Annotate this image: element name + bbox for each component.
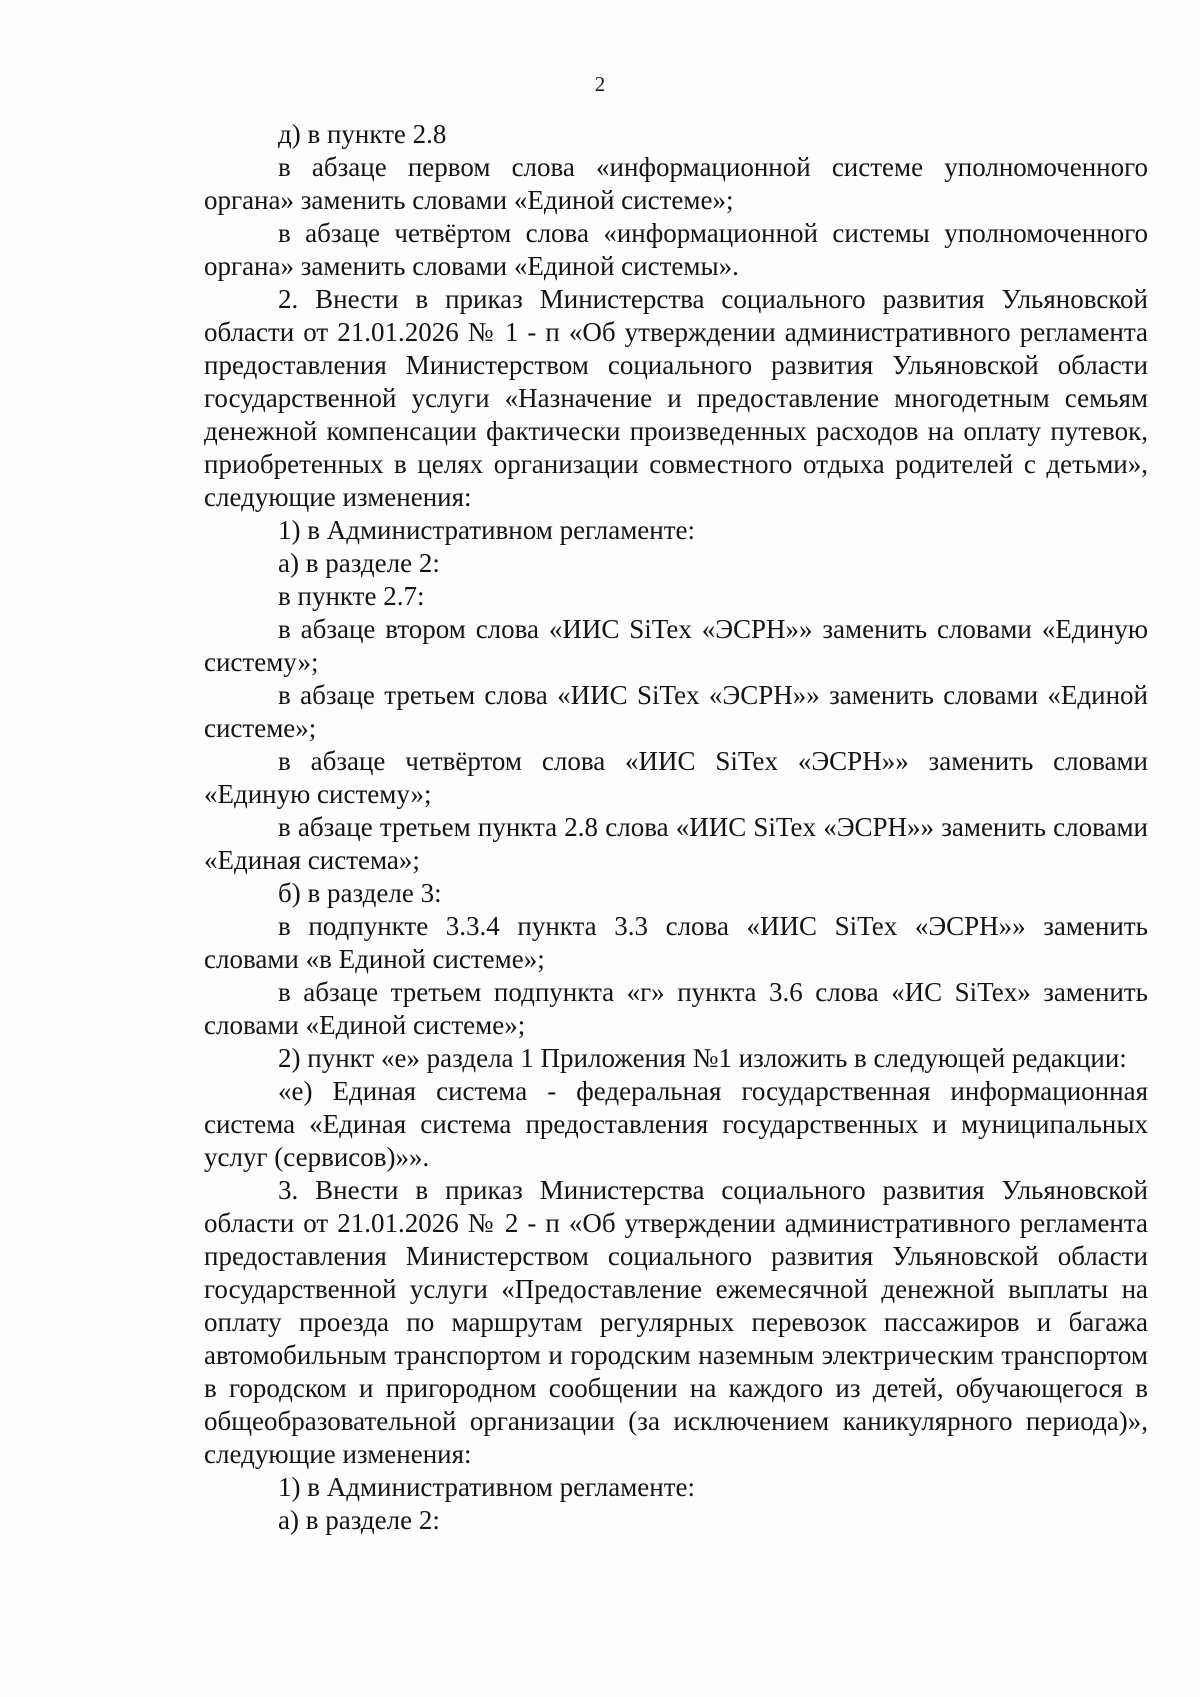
paragraph: а) в разделе 2: bbox=[278, 548, 440, 578]
paragraph: в абзаце четвёртом слова «информационной системы уполномоченного органа» заменить словами «Единой системы». bbox=[204, 218, 1148, 281]
paragraph: 1) в Административном регламенте: bbox=[278, 1472, 696, 1502]
paragraph: в абзаце третьем пункта 2.8 слова «ИИС SiTex «ЭСРН»» заменить словами «Единая система»; bbox=[204, 812, 1148, 875]
paragraph: 1) в Административном регламенте: bbox=[278, 515, 696, 545]
paragraph: 3. Внести в приказ Министерства социального развития Ульяновской области от 21.01.2026 № 2 - п «Об утверждении административного регламента предоставления Министерством социального развития Ульяновской области государственной услуги «Предоставление ежемесячной денежной выплаты на оплату проезда по маршрутам регулярных перевозок пассажиров и багажа автомобильным транспортом и городским наземным электрическим транспортом в городском и пригородном сообщении на каждого из детей, обучающегося в общеобразовательной организации (за исключением каникулярного периода)», следующие изменения: bbox=[204, 1175, 1148, 1469]
paragraph: в абзаце четвёртом слова «ИИС SiTex «ЭСРН»» заменить словами «Единую систему»; bbox=[204, 746, 1148, 809]
document-body bbox=[204, 118, 1148, 1537]
paragraph: в абзаце третьем подпункта «г» пункта 3.6 слова «ИС SiTex» заменить словами «Единой системе»; bbox=[204, 977, 1148, 1040]
paragraph: б) в разделе 3: bbox=[278, 878, 442, 908]
paragraph: в пункте 2.7: bbox=[278, 581, 425, 611]
paragraph: а) в разделе 2: bbox=[278, 1505, 440, 1535]
paragraph: в абзаце первом слова «информационной системе уполномоченного органа» заменить словами «Единой системе»; bbox=[204, 152, 1148, 215]
page-number: 2 bbox=[594, 72, 606, 96]
paragraph: «е) Единая система - федеральная государственная информационная система «Единая система предоставления государственных и муниципальных услуг (сервисов)»». bbox=[204, 1076, 1148, 1172]
paragraph: в подпункте 3.3.4 пункта 3.3 слова «ИИС SiTex «ЭСРН»» заменить словами «в Единой системе»; bbox=[204, 911, 1148, 974]
paragraph: д) в пункте 2.8 bbox=[278, 119, 447, 149]
paragraph: в абзаце третьем слова «ИИС SiTex «ЭСРН»» заменить словами «Единой системе»; bbox=[204, 680, 1148, 743]
paragraph: 2) пункт «е» раздела 1 Приложения №1 изложить в следующей редакции: bbox=[278, 1043, 1127, 1073]
paragraph: 2. Внести в приказ Министерства социального развития Ульяновской области от 21.01.2026 № 1 - п «Об утверждении административного регламента предоставления Министерством социального развития Ульяновской области государственной услуги «Назначение и предоставление многодетным семьям денежной компенсации фактически произведенных расходов на оплату путевок, приобретенных в целях организации совместного отдыха родителей с детьми», следующие изменения: bbox=[204, 284, 1148, 512]
paragraph: в абзаце втором слова «ИИС SiTex «ЭСРН»» заменить словами «Единую систему»; bbox=[204, 614, 1148, 677]
